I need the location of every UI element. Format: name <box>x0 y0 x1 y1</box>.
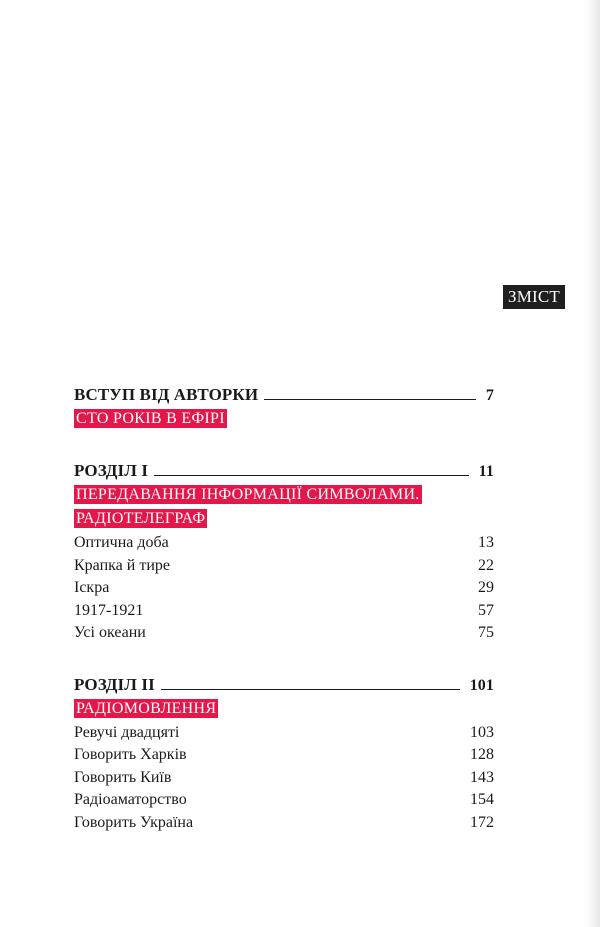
entry-title: Говорить Україна <box>74 813 194 831</box>
section-page-number: 7 <box>485 387 494 404</box>
entry-page-number: 172 <box>470 813 494 831</box>
section-heading-row[interactable] <box>74 673 494 695</box>
toc-section-2 <box>74 673 494 835</box>
section-heading-row[interactable] <box>74 459 494 481</box>
entry-title: Оптична доба <box>74 534 169 551</box>
section-subtitle-wrap <box>74 407 454 431</box>
section-page-number: 101 <box>469 676 494 694</box>
page-edge-shadow <box>586 0 600 927</box>
contents-label: ЗМІСТ <box>503 285 565 309</box>
section-heading-row[interactable] <box>74 383 494 405</box>
section-heading: РОЗДІЛ І <box>74 461 149 480</box>
toc-entry[interactable] <box>74 789 494 812</box>
entry-page-number: 103 <box>470 723 494 741</box>
entry-page-number: 29 <box>478 579 494 596</box>
section-subtitle: РАДІОМОВЛЕННЯ <box>76 699 217 717</box>
toc-entry[interactable] <box>74 555 494 578</box>
toc-section-1 <box>74 459 494 645</box>
section-subtitle-wrap <box>74 697 454 721</box>
section-page-number: 11 <box>478 463 494 480</box>
toc-entry[interactable] <box>74 744 494 767</box>
entry-title: Іскра <box>74 579 110 596</box>
toc-entry[interactable] <box>74 812 494 835</box>
entry-title: Говорить Київ <box>74 768 172 786</box>
entry-page-number: 13 <box>478 534 494 551</box>
entry-page-number: 22 <box>478 556 494 574</box>
section-subtitle: СТО РОКІВ В ЕФІРІ <box>76 410 225 427</box>
entry-title: Говорить Харків <box>74 746 187 763</box>
section-subtitle: ПЕРЕДАВАННЯ ІНФОРМАЦІЇ СИМВОЛАМИ. РАДІОТЕЛЕГРАФ <box>76 486 420 527</box>
entry-title: Радіоаматорство <box>74 791 187 808</box>
toc-section-intro <box>74 383 494 431</box>
leader-rule <box>154 475 469 476</box>
entry-page-number: 128 <box>470 746 494 763</box>
leader-rule <box>161 689 460 690</box>
leader-rule <box>264 399 476 400</box>
entry-page-number: 143 <box>470 768 494 786</box>
toc-entry[interactable] <box>74 577 494 600</box>
toc-entry[interactable] <box>74 767 494 790</box>
entry-title: Крапка й тире <box>74 556 170 574</box>
entry-title: 1917-1921 <box>74 601 144 619</box>
toc-entry[interactable] <box>74 622 494 645</box>
toc-entry[interactable] <box>74 722 494 745</box>
entry-page-number: 57 <box>478 601 494 619</box>
entry-page-number: 75 <box>478 624 494 641</box>
table-of-contents <box>74 383 494 862</box>
section-subtitle-wrap <box>74 483 454 531</box>
entry-title: Усі океани <box>74 624 146 641</box>
toc-entry[interactable] <box>74 532 494 555</box>
entry-title: Ревучі двадцяті <box>74 723 180 741</box>
section-heading: ВСТУП ВІД АВТОРКИ <box>74 385 259 404</box>
section-heading: РОЗДІЛ ІІ <box>74 674 155 694</box>
entry-page-number: 154 <box>470 791 494 808</box>
toc-entry[interactable] <box>74 600 494 623</box>
